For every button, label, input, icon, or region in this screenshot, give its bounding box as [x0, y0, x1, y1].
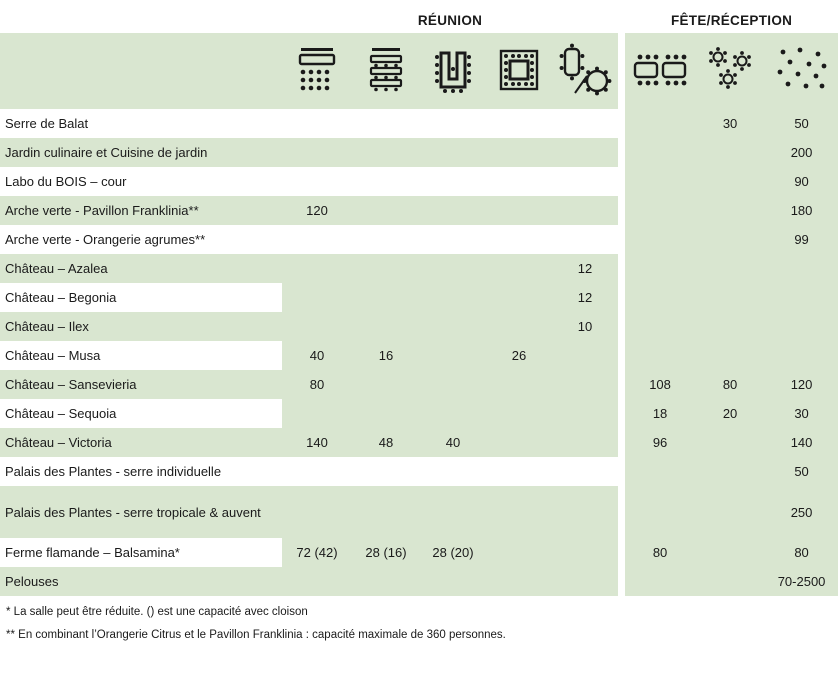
reunion-capacity-cell — [282, 254, 352, 283]
icon-cell-standing — [765, 33, 838, 109]
reunion-capacity-cell — [352, 312, 420, 341]
cabaret-round-tables-icon — [552, 36, 618, 106]
reunion-capacity-cell: 12 — [552, 283, 618, 312]
fete-capacity-cell — [765, 283, 838, 312]
reunion-capacity-cell — [420, 167, 486, 196]
reunion-capacity-cell — [352, 109, 420, 138]
room-name: Château – Begonia — [0, 283, 282, 312]
table-row — [0, 167, 838, 196]
reunion-capacity-cell — [552, 196, 618, 225]
reunion-capacity-cell: 80 — [282, 370, 352, 399]
reunion-capacity-cell — [352, 567, 420, 596]
room-name: Arche verte - Pavillon Franklinia** — [0, 196, 282, 225]
top-spacer — [0, 0, 838, 7]
reunion-capacity-cell — [420, 254, 486, 283]
reunion-capacity-cell — [282, 109, 352, 138]
reunion-capacity-cell — [282, 225, 352, 254]
column-gap — [618, 283, 625, 312]
table-row — [0, 109, 838, 138]
reunion-capacity-cell — [420, 399, 486, 428]
fete-capacity-cell — [695, 254, 765, 283]
table-row — [0, 225, 838, 254]
room-name: Serre de Balat — [0, 109, 282, 138]
room-name: Château – Azalea — [0, 254, 282, 283]
reunion-capacity-cell — [552, 138, 618, 167]
column-gap — [618, 312, 625, 341]
fete-capacity-cell — [695, 312, 765, 341]
fete-capacity-cell — [625, 457, 695, 486]
reunion-capacity-cell — [420, 341, 486, 370]
reunion-capacity-cell — [552, 109, 618, 138]
reunion-capacity-cell — [552, 486, 618, 538]
reunion-capacity-cell — [486, 167, 552, 196]
reunion-capacity-cell — [420, 312, 486, 341]
fete-capacity-cell: 50 — [765, 457, 838, 486]
fete-capacity-cell — [625, 167, 695, 196]
fete-capacity-cell — [765, 254, 838, 283]
reunion-capacity-cell — [420, 567, 486, 596]
fete-capacity-cell: 70-2500 — [765, 567, 838, 596]
fete-capacity-cell: 120 — [765, 370, 838, 399]
fete-capacity-cell: 50 — [765, 109, 838, 138]
room-name: Palais des Plantes - serre individuelle — [0, 457, 282, 486]
reunion-capacity-cell: 140 — [282, 428, 352, 457]
footnote-double-asterisk: ** En combinant l’Orangerie Citrus et le Pavillon Franklinia : capacité maximale de 360 personnes. — [6, 629, 506, 641]
fete-capacity-cell — [695, 567, 765, 596]
column-gap — [618, 567, 625, 596]
fete-capacity-cell — [695, 457, 765, 486]
reunion-capacity-cell — [486, 538, 552, 567]
reunion-capacity-cell — [282, 167, 352, 196]
table-row — [0, 312, 838, 341]
reunion-capacity-cell — [420, 109, 486, 138]
group-header-gap — [618, 7, 625, 33]
room-name: Château – Sequoia — [0, 399, 282, 428]
table-row — [0, 428, 838, 457]
reunion-capacity-cell — [352, 370, 420, 399]
fete-capacity-cell: 30 — [695, 109, 765, 138]
room-name: Château – Victoria — [0, 428, 282, 457]
reunion-capacity-cell — [352, 167, 420, 196]
reunion-capacity-cell — [486, 138, 552, 167]
table-row — [0, 486, 838, 538]
reunion-capacity-cell — [282, 399, 352, 428]
table-row — [0, 254, 838, 283]
fete-capacity-cell — [695, 167, 765, 196]
room-name: Labo du BOIS – cour — [0, 167, 282, 196]
reunion-capacity-cell — [486, 312, 552, 341]
table-row — [0, 538, 838, 567]
icon-cell-theater — [352, 33, 420, 109]
room-name: Pelouses — [0, 567, 282, 596]
group-header-fete: FÊTE/RÉCEPTION — [625, 7, 838, 33]
reunion-capacity-cell — [552, 538, 618, 567]
reunion-capacity-cell — [420, 283, 486, 312]
reunion-capacity-cell: 26 — [486, 341, 552, 370]
reunion-capacity-cell — [486, 109, 552, 138]
footnote-single-asterisk: * La salle peut être réduite. () est une capacité avec cloison — [6, 606, 308, 618]
reunion-capacity-cell — [352, 138, 420, 167]
reunion-capacity-cell — [352, 196, 420, 225]
column-gap — [618, 399, 625, 428]
icon-cell-cabaret — [552, 33, 618, 109]
column-gap — [618, 138, 625, 167]
table-row — [0, 341, 838, 370]
reunion-capacity-cell — [486, 196, 552, 225]
fete-capacity-cell — [625, 109, 695, 138]
column-gap — [618, 457, 625, 486]
reunion-capacity-cell — [420, 370, 486, 399]
reunion-capacity-cell — [552, 341, 618, 370]
column-gap — [618, 538, 625, 567]
fete-capacity-cell — [625, 312, 695, 341]
reunion-capacity-cell — [486, 283, 552, 312]
room-name: Arche verte - Orangerie agrumes** — [0, 225, 282, 254]
reunion-capacity-cell — [486, 486, 552, 538]
column-gap — [618, 225, 625, 254]
reunion-capacity-cell — [552, 567, 618, 596]
reunion-capacity-cell — [282, 457, 352, 486]
table-row — [0, 567, 838, 596]
reunion-capacity-cell — [552, 428, 618, 457]
reunion-capacity-cell: 16 — [352, 341, 420, 370]
room-name: Jardin culinaire et Cuisine de jardin — [0, 138, 282, 167]
reunion-capacity-cell — [486, 457, 552, 486]
capacity-rows — [0, 109, 838, 596]
reunion-capacity-cell — [486, 225, 552, 254]
footnotes — [0, 596, 838, 646]
reunion-capacity-cell — [352, 486, 420, 538]
icon-cell-banquet — [625, 33, 695, 109]
fete-capacity-cell — [695, 486, 765, 538]
fete-capacity-cell — [695, 428, 765, 457]
reunion-capacity-cell: 120 — [282, 196, 352, 225]
fete-capacity-cell — [695, 341, 765, 370]
fete-capacity-cell: 18 — [625, 399, 695, 428]
icon-cell-ushape — [420, 33, 486, 109]
table-row — [0, 138, 838, 167]
reunion-capacity-cell — [420, 196, 486, 225]
reunion-capacity-cell — [552, 167, 618, 196]
group-header-row — [0, 7, 838, 33]
reunion-capacity-cell — [282, 283, 352, 312]
icon-cell-cocktail — [695, 33, 765, 109]
reunion-capacity-cell: 48 — [352, 428, 420, 457]
fete-capacity-cell — [625, 138, 695, 167]
fete-capacity-cell: 80 — [625, 538, 695, 567]
reunion-capacity-cell: 12 — [552, 254, 618, 283]
reunion-capacity-cell — [352, 225, 420, 254]
fete-capacity-cell — [695, 138, 765, 167]
fete-capacity-cell: 20 — [695, 399, 765, 428]
reunion-capacity-cell — [282, 138, 352, 167]
reunion-capacity-cell: 72 (42) — [282, 538, 352, 567]
reunion-capacity-cell — [352, 254, 420, 283]
fete-capacity-cell — [625, 225, 695, 254]
fete-capacity-cell — [695, 283, 765, 312]
reunion-capacity-cell: 28 (16) — [352, 538, 420, 567]
room-name: Château – Ilex — [0, 312, 282, 341]
fete-capacity-cell — [765, 312, 838, 341]
banquet-long-tables-icon — [625, 36, 695, 106]
column-gap — [618, 167, 625, 196]
reunion-capacity-cell — [282, 486, 352, 538]
fete-capacity-cell: 99 — [765, 225, 838, 254]
reunion-capacity-cell: 28 (20) — [420, 538, 486, 567]
fete-capacity-cell: 200 — [765, 138, 838, 167]
reunion-capacity-cell — [420, 138, 486, 167]
fete-capacity-cell — [625, 341, 695, 370]
reunion-capacity-cell — [486, 567, 552, 596]
room-name: Palais des Plantes - serre tropicale & auvent — [0, 486, 282, 538]
reunion-capacity-cell — [420, 486, 486, 538]
reunion-capacity-cell — [552, 225, 618, 254]
fete-capacity-cell — [625, 196, 695, 225]
fete-capacity-cell — [625, 567, 695, 596]
column-gap — [618, 428, 625, 457]
table-row — [0, 283, 838, 312]
reunion-capacity-cell — [282, 567, 352, 596]
reunion-capacity-cell — [552, 399, 618, 428]
room-name: Château – Musa — [0, 341, 282, 370]
fete-capacity-cell — [695, 196, 765, 225]
fete-capacity-cell — [695, 538, 765, 567]
icon-header-name-blank — [0, 33, 282, 109]
icon-header-row — [0, 33, 838, 109]
table-row — [0, 399, 838, 428]
reunion-capacity-cell: 40 — [420, 428, 486, 457]
icon-cell-classroom — [282, 33, 352, 109]
fete-capacity-cell — [625, 486, 695, 538]
reunion-capacity-cell — [486, 399, 552, 428]
column-gap — [618, 370, 625, 399]
reunion-capacity-cell — [552, 457, 618, 486]
reunion-capacity-cell — [486, 254, 552, 283]
icon-header-gap — [618, 33, 625, 109]
reunion-capacity-cell — [352, 457, 420, 486]
icon-cell-boardroom — [486, 33, 552, 109]
reunion-capacity-cell — [352, 399, 420, 428]
fete-capacity-cell: 108 — [625, 370, 695, 399]
column-gap — [618, 341, 625, 370]
classroom-seating-icon — [282, 36, 352, 106]
group-header-blank — [0, 7, 282, 33]
room-name: Château – Sansevieria — [0, 370, 282, 399]
reunion-capacity-cell — [420, 225, 486, 254]
reunion-capacity-cell: 10 — [552, 312, 618, 341]
fete-capacity-cell — [625, 254, 695, 283]
reunion-capacity-cell — [552, 370, 618, 399]
fete-capacity-cell: 96 — [625, 428, 695, 457]
reunion-capacity-cell — [420, 457, 486, 486]
theater-rows-icon — [352, 36, 420, 106]
group-header-reunion: RÉUNION — [282, 7, 618, 33]
fete-capacity-cell: 250 — [765, 486, 838, 538]
u-shape-seating-icon — [420, 36, 486, 106]
boardroom-hollow-square-icon — [486, 36, 552, 106]
cocktail-round-tables-icon — [695, 36, 765, 106]
column-gap — [618, 196, 625, 225]
fete-capacity-cell — [695, 225, 765, 254]
table-row — [0, 196, 838, 225]
reunion-capacity-cell: 40 — [282, 341, 352, 370]
fete-capacity-cell: 80 — [765, 538, 838, 567]
reunion-capacity-cell — [352, 283, 420, 312]
column-gap — [618, 254, 625, 283]
reunion-capacity-cell — [486, 370, 552, 399]
fete-capacity-cell: 140 — [765, 428, 838, 457]
column-gap — [618, 109, 625, 138]
fete-capacity-cell: 30 — [765, 399, 838, 428]
reunion-capacity-cell — [486, 428, 552, 457]
fete-capacity-cell: 80 — [695, 370, 765, 399]
column-gap — [618, 486, 625, 538]
fete-capacity-cell: 180 — [765, 196, 838, 225]
capacity-table — [0, 7, 838, 596]
table-row — [0, 457, 838, 486]
fete-capacity-cell: 90 — [765, 167, 838, 196]
table-row — [0, 370, 838, 399]
reunion-capacity-cell — [282, 312, 352, 341]
standing-reception-icon — [765, 36, 838, 106]
fete-capacity-cell — [625, 283, 695, 312]
room-name: Ferme flamande – Balsamina* — [0, 538, 282, 567]
fete-capacity-cell — [765, 341, 838, 370]
